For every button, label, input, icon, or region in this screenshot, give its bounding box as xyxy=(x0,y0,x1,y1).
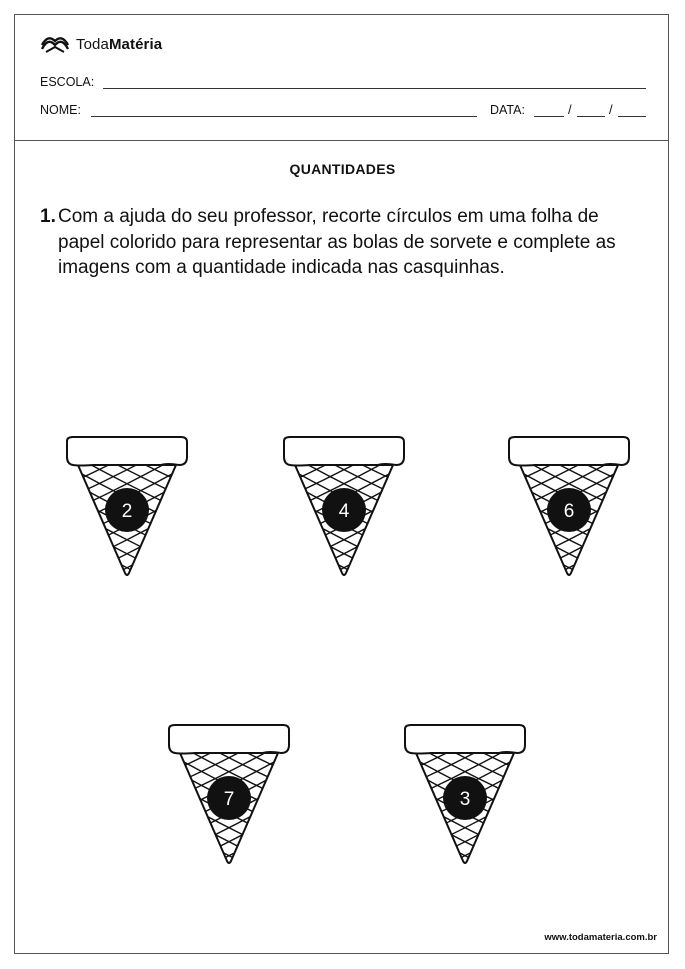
quantity-number: 7 xyxy=(223,789,235,810)
worksheet-title: QUANTIDADES xyxy=(289,161,396,177)
ice-cream-cone xyxy=(63,435,193,580)
school-label: ESCOLA: xyxy=(40,75,95,89)
question-1 xyxy=(40,204,650,281)
question-text: Com a ajuda do seu professor, recorte círculos em uma folha de papel colorido para representar as bolas de sorvete e complete as imagens com a quantidade indicada nas casquinhas. xyxy=(58,206,616,278)
header-divider xyxy=(14,140,669,141)
ice-cream-cone xyxy=(401,723,531,868)
brand-name: TodaMatéria xyxy=(76,35,163,53)
name-field[interactable] xyxy=(91,116,477,117)
ice-cream-cone xyxy=(280,435,410,580)
date-label: DATA: xyxy=(490,103,525,117)
date-separator: / xyxy=(609,102,613,117)
date-year-field[interactable] xyxy=(618,116,646,117)
question-number: 1. xyxy=(40,206,56,227)
quantity-number: 4 xyxy=(338,501,350,522)
book-wings-icon xyxy=(40,35,70,53)
quantity-number: 3 xyxy=(459,789,471,810)
name-label: NOME: xyxy=(40,103,81,117)
ice-cream-cone xyxy=(505,435,635,580)
date-separator: / xyxy=(568,102,572,117)
school-field[interactable] xyxy=(103,88,646,89)
ice-cream-cone xyxy=(165,723,295,868)
website-footer: www.todamateria.com.br xyxy=(544,932,657,943)
date-month-field[interactable] xyxy=(577,116,605,117)
date-day-field[interactable] xyxy=(534,116,564,117)
quantity-number: 6 xyxy=(563,501,575,522)
brand-logo xyxy=(40,35,162,53)
quantity-number: 2 xyxy=(121,501,133,522)
